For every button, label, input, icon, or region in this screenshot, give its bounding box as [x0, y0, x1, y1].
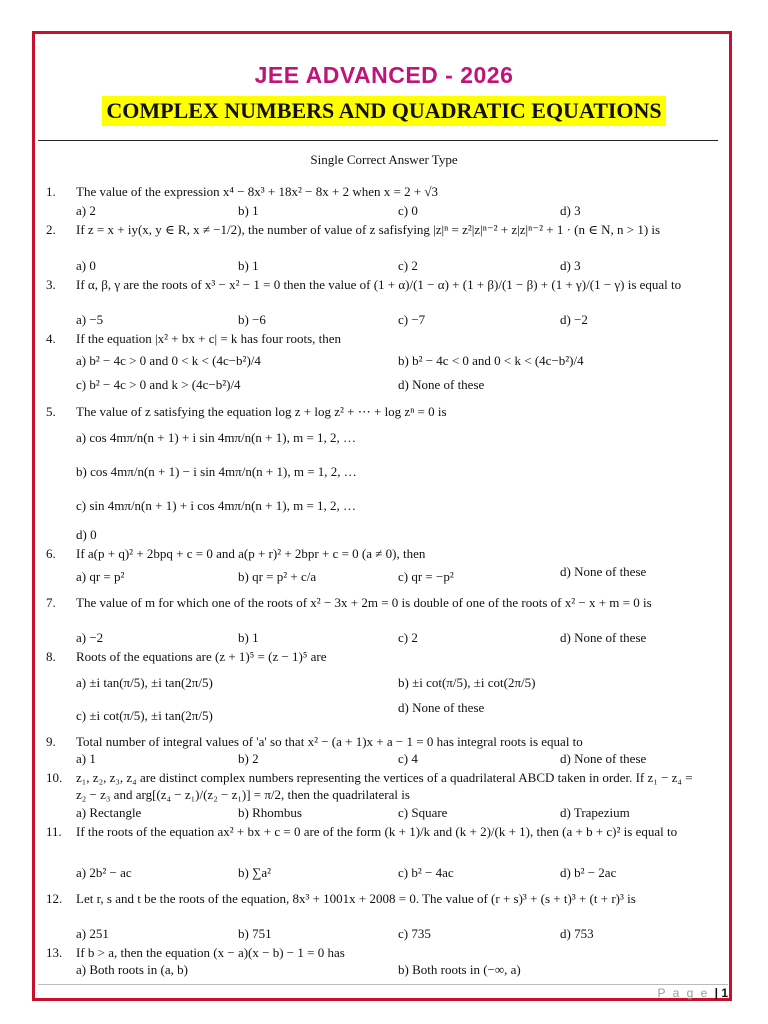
question-number: 13.	[46, 945, 63, 960]
option: c) 735	[398, 926, 431, 941]
question-number: 6.	[46, 546, 56, 561]
option: b) qr = p² + c/a	[238, 569, 317, 584]
question-number: 7.	[46, 595, 56, 610]
question-text: The value of the expression x⁴ − 8x³ + 18x² − 8x + 2 when x = 2 + √3	[76, 184, 439, 199]
option: c) ±i cot(π/5), ±i tan(2π/5)	[76, 708, 213, 723]
question-text: Let r, s and t be the roots of the equation, 8x³ + 1001x + 2008 = 0. The value of (r + s)³ + (s + t)³ + (t + r)³ is	[76, 891, 636, 906]
option: c) 2	[398, 258, 418, 273]
option: d) −2	[560, 312, 588, 327]
option: c) b² − 4ac	[398, 865, 454, 880]
section-heading: Single Correct Answer Type	[310, 152, 458, 167]
question-text: z₁, z₂, z₃, z₄ are distinct complex numbers representing the vertices of a quadrilateral ABCD taken in order. If z₁ − z₄ = z₂ − z₃ and arg[(z₄ − z₁)/(z₂ − z₁)] = π/2, then the quadrilateral is	[76, 770, 693, 802]
question-number: 1.	[46, 184, 56, 199]
option: c) qr = −p²	[398, 569, 454, 584]
option: b) 1	[238, 258, 259, 273]
question-text: Total number of integral values of 'a' so that x² − (a + 1)x + a − 1 = 0 has integral roots is equal to	[76, 734, 583, 749]
page-number	[657, 986, 728, 1000]
option: d) 0	[76, 527, 97, 542]
option: c) 0	[398, 203, 418, 218]
option: d) None of these	[560, 630, 647, 645]
option: b) −6	[238, 312, 266, 327]
document-title: JEE ADVANCED - 2026	[254, 62, 514, 88]
option: a) ±i tan(π/5), ±i tan(2π/5)	[76, 675, 213, 690]
question-number: 10.	[46, 770, 63, 785]
question-text: If the equation |x² + bx + c| = k has four roots, then	[76, 331, 342, 346]
header-divider	[38, 140, 718, 141]
option: a) −2	[76, 630, 104, 645]
option: b) 1	[238, 203, 259, 218]
option: b) ∑a²	[238, 865, 272, 880]
option: d) 3	[560, 203, 581, 218]
option: a) 1	[76, 751, 96, 766]
option: d) Trapezium	[560, 805, 630, 820]
option: a) qr = p²	[76, 569, 125, 584]
question-text: Roots of the equations are (z + 1)⁵ = (z − 1)⁵ are	[76, 649, 327, 664]
option: d) 753	[560, 926, 594, 941]
question-text: If a(p + q)² + 2bpq + c = 0 and a(p + r)² + 2bpr + c = 0 (a ≠ 0), then	[76, 546, 426, 561]
option: b) 751	[238, 926, 272, 941]
page-num: | 1	[714, 986, 728, 1000]
footer-divider	[38, 984, 728, 985]
option: d) None of these	[560, 751, 647, 766]
option: d) None of these	[398, 377, 485, 392]
document-subtitle: COMPLEX NUMBERS AND QUADRATIC EQUATIONS	[102, 96, 665, 126]
option: b) 1	[238, 630, 259, 645]
option: d) None of these	[398, 700, 485, 715]
option: a) b² − 4c > 0 and 0 < k < (4c−b²)/4	[76, 353, 261, 368]
option: a) 0	[76, 258, 96, 273]
question-number: 3.	[46, 277, 56, 292]
question-number: 9.	[46, 734, 56, 749]
option: b) 2	[238, 751, 259, 766]
page-label: P a g e	[657, 986, 710, 1000]
question-text: The value of m for which one of the roots of x² − 3x + 2m = 0 is double of one of the roots of x² − x + m = 0 is	[76, 595, 652, 610]
option: a) −5	[76, 312, 104, 327]
option: b) b² − 4c < 0 and 0 < k < (4c−b²)/4	[398, 353, 584, 368]
option: d) 3	[560, 258, 581, 273]
option: a) Rectangle	[76, 805, 142, 820]
option: a) 251	[76, 926, 109, 941]
question-text: If the roots of the equation ax² + bx + c = 0 are of the form (k + 1)/k and (k + 2)/(k + 1), then (a + b + c)² is equal to	[76, 824, 678, 839]
option: c) b² − 4c > 0 and k > (4c−b²)/4	[76, 377, 241, 392]
option: d) b² − 2ac	[560, 865, 617, 880]
question-text: If z = x + iy(x, y ∈ R, x ≠ −1/2), the number of value of z safisfying |z|ⁿ = z²|z|ⁿ⁻² + z|z|ⁿ⁻² + 1 · (n ∈ N, n > 1) is	[76, 222, 661, 237]
option: c) sin 4mπ/n(n + 1) + i cos 4mπ/n(n + 1), m = 1, 2, …	[76, 498, 357, 513]
option: a) 2	[76, 203, 96, 218]
question-text: If b > a, then the equation (x − a)(x − b) − 1 = 0 has	[76, 945, 345, 960]
question-number: 5.	[46, 404, 56, 419]
option: b) Both roots in (−∞, a)	[398, 962, 521, 977]
option: a) cos 4mπ/n(n + 1) + i sin 4mπ/n(n + 1), m = 1, 2, …	[76, 430, 357, 445]
question-text: The value of z satisfying the equation log z + log z² + ⋯ + log zⁿ = 0 is	[76, 404, 447, 419]
option: c) −7	[398, 312, 426, 327]
question-number: 12.	[46, 891, 63, 906]
option: a) 2b² − ac	[76, 865, 132, 880]
option: a) Both roots in (a, b)	[76, 962, 188, 977]
option: c) 4	[398, 751, 418, 766]
page-border	[32, 31, 732, 1001]
question-number: 4.	[46, 331, 56, 346]
option: b) Rhombus	[238, 805, 302, 820]
question-number: 11.	[46, 824, 62, 839]
option: b) ±i cot(π/5), ±i cot(2π/5)	[398, 675, 536, 690]
option: c) Square	[398, 805, 448, 820]
option: d) None of these	[560, 564, 647, 579]
option: c) 2	[398, 630, 418, 645]
question-number: 2.	[46, 222, 56, 237]
option: b) cos 4mπ/n(n + 1) − i sin 4mπ/n(n + 1), m = 1, 2, …	[76, 464, 357, 479]
question-number: 8.	[46, 649, 56, 664]
question-text: If α, β, γ are the roots of x³ − x² − 1 = 0 then the value of (1 + α)/(1 − α) + (1 + β)/(1 − β) + (1 + γ)/(1 − γ) is equal to	[76, 277, 682, 292]
